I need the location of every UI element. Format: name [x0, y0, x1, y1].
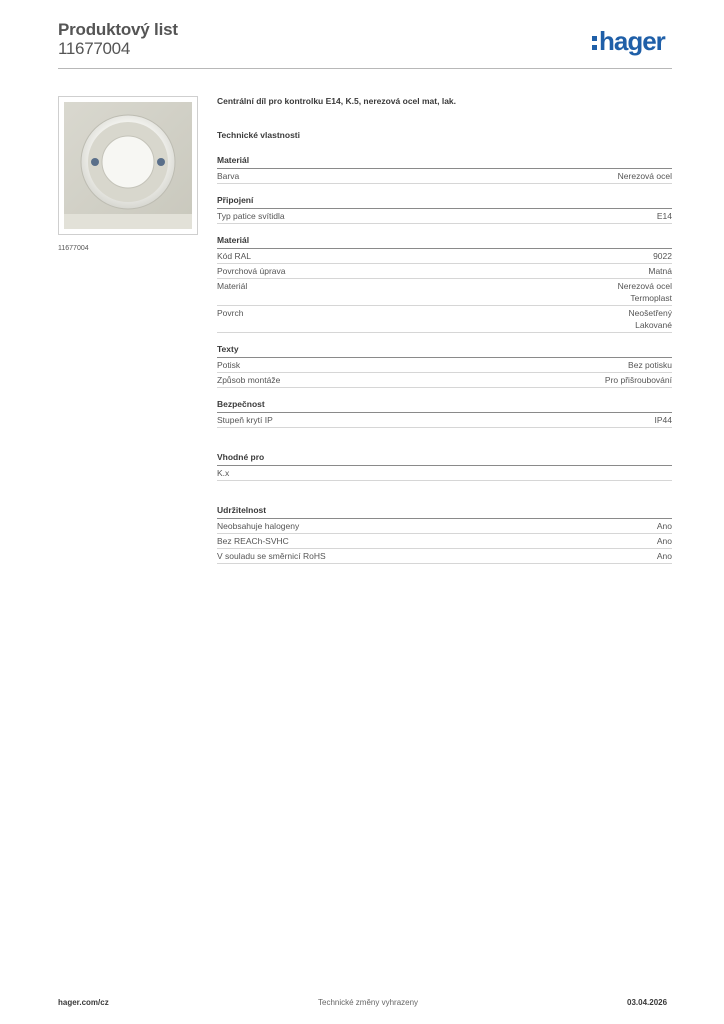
spec-value: Matná: [648, 266, 672, 276]
spec-label: Způsob montáže: [217, 375, 281, 385]
spec-value: Pro přišroubování: [604, 375, 672, 385]
spec-value: E14: [656, 211, 672, 221]
product-image: [58, 96, 198, 235]
spec-label: Typ patice svítidla: [217, 211, 285, 221]
spec-row: [217, 249, 672, 264]
spec-value: Neošetřený Lakované: [628, 308, 672, 330]
spec-label: K.x: [217, 468, 230, 478]
product-photo: [64, 102, 192, 229]
spec-value: Ano: [656, 536, 672, 546]
spec-value: 9022: [653, 251, 672, 261]
product-code: 11677004: [58, 39, 130, 58]
spec-label: V souladu se směrnicí RoHS: [217, 551, 326, 561]
section-heading: Materiál: [217, 235, 672, 249]
spec-label: Barva: [217, 171, 240, 181]
spec-label: Stupeň krytí IP: [217, 415, 273, 425]
spec-section: [217, 235, 672, 333]
hager-logo: [592, 26, 665, 56]
spec-label: Bez REACh-SVHC: [217, 536, 289, 546]
spec-row: [217, 306, 672, 333]
spec-label: Povrch: [217, 308, 244, 318]
spec-row: [217, 358, 672, 373]
spec-row: [217, 413, 672, 428]
footer-date: 03.04.2026: [627, 998, 668, 1007]
product-content: [217, 95, 672, 575]
technical-properties-heading: Technické vlastnosti: [217, 130, 300, 140]
spec-section: [217, 452, 672, 481]
spec-value: Nerezová ocel Termoplast: [617, 281, 672, 303]
spec-row: [217, 549, 672, 564]
footer-website: hager.com/cz: [58, 998, 109, 1007]
spec-row: [217, 209, 672, 224]
spec-label: Kód RAL: [217, 251, 252, 261]
page-title: Produktový list: [58, 20, 178, 39]
spec-row: [217, 519, 672, 534]
spec-row: [217, 279, 672, 306]
section-heading: Udržitelnost: [217, 505, 672, 519]
technical-sections: [217, 155, 672, 564]
section-heading: Bezpečnost: [217, 399, 672, 413]
spec-section: [217, 344, 672, 388]
header-divider: [58, 68, 672, 69]
spec-value: Bez potisku: [628, 360, 672, 370]
spec-label: Materiál: [217, 281, 248, 291]
section-heading: Připojení: [217, 195, 672, 209]
spec-row: [217, 534, 672, 549]
section-heading: Vhodné pro: [217, 452, 672, 466]
spec-row: [217, 264, 672, 279]
section-heading: Texty: [217, 344, 672, 358]
spec-label: Potisk: [217, 360, 241, 370]
spec-value: Ano: [656, 551, 672, 561]
section-heading: Materiál: [217, 155, 672, 169]
spec-row: [217, 169, 672, 184]
spec-label: Povrchová úprava: [217, 266, 286, 276]
spec-section: [217, 505, 672, 564]
spec-row: [217, 373, 672, 388]
spec-row: [217, 466, 672, 481]
spec-section: [217, 155, 672, 184]
footer-notice: Technické změny vyhrazeny: [318, 998, 419, 1007]
product-description: Centrální díl pro kontrolku E14, K.5, nerezová ocel mat, lak.: [217, 96, 457, 106]
spec-value: Ano: [656, 521, 672, 531]
logo-colon-icon: [592, 36, 597, 50]
spec-value: Nerezová ocel: [617, 171, 672, 181]
spec-label: Neobsahuje halogeny: [217, 521, 300, 531]
spec-section: [217, 399, 672, 428]
spec-section: [217, 195, 672, 224]
spec-value: IP44: [654, 415, 672, 425]
image-caption: 11677004: [58, 245, 89, 252]
logo-text: hager: [599, 26, 665, 56]
